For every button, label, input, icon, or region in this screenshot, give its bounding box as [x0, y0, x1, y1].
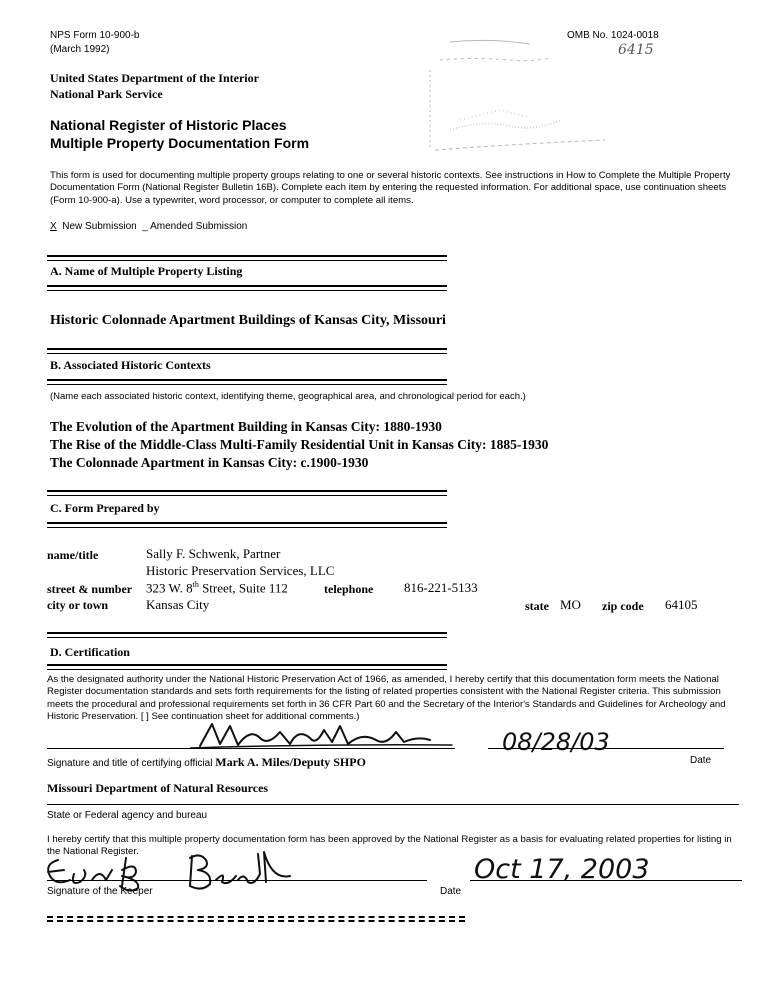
- agency-name: Missouri Department of Natural Resources: [47, 781, 269, 795]
- department-name: United States Department of the Interior: [50, 71, 259, 85]
- signed-date-handwriting: 08/28/03: [502, 728, 610, 756]
- submission-type: [50, 221, 247, 232]
- telephone-label: telephone: [324, 582, 374, 596]
- certification-text: As the designated authority under the National Historic Preservation Act of 1966, as amended, I hereby certify that this documentation form meets the National Register documentation standards and sets forth requirements for the listing of related properties consistent with the National Register criteria. This submission meets the procedural and professional requirements set forth in 36 CFR Part 60 and the Secretary of the Interior's Standards and Guidelines for Archeology and Historic Preservation. [ ] See continuation sheet for additional comments.): [47, 674, 726, 723]
- street-label: street & number: [47, 582, 133, 596]
- amended-submission-mark: _: [142, 221, 148, 232]
- agency-caption: State or Federal agency and bureau: [47, 810, 208, 821]
- signature-caption: [47, 755, 366, 770]
- contexts-instruction: (Name each associated historic context, identifying theme, geographical area, and chronological period for each.): [50, 391, 526, 402]
- organization-value: Historic Preservation Services, LLC: [146, 563, 335, 578]
- date-line: [488, 748, 724, 749]
- date-caption: Date: [690, 755, 712, 766]
- section-a-top-rule: [47, 255, 447, 261]
- service-name: National Park Service: [50, 87, 163, 101]
- section-b-bottom-rule: [47, 379, 447, 385]
- historic-context-item: The Colonnade Apartment in Kansas City: c.1900-1930: [50, 455, 369, 470]
- city-label: city or town: [47, 598, 109, 612]
- section-a-bottom-rule: [47, 285, 447, 291]
- section-a-heading: A. Name of Multiple Property Listing: [50, 264, 243, 278]
- official-signature-image: [190, 718, 460, 752]
- stamp-handwritten-number: 6415: [618, 42, 654, 58]
- keeper-date-line: [470, 880, 742, 881]
- omb-number: OMB No. 1024-0018: [567, 30, 659, 41]
- signature-caption-text: Signature and title of certifying official: [47, 758, 213, 769]
- keeper-date-caption: Date: [440, 886, 462, 897]
- section-c-top-rule: [47, 490, 447, 496]
- form-title-line2: Multiple Property Documentation Form: [50, 135, 310, 151]
- certifying-official-name: Mark A. Miles/Deputy SHPO: [215, 755, 366, 769]
- section-d-top-rule: [47, 632, 447, 638]
- closing-rule-1: [47, 916, 465, 918]
- name-title-label: name/title: [47, 548, 99, 562]
- form-number: NPS Form 10-900-b: [50, 30, 140, 41]
- historic-context-item: The Rise of the Middle-Class Multi-Family Residential Unit in Kansas City: 1885-1930: [50, 437, 549, 452]
- closing-rule-2: [47, 920, 465, 922]
- section-b-top-rule: [47, 348, 447, 354]
- name-title-value: Sally F. Schwenk, Partner: [146, 546, 281, 561]
- state-value: MO: [560, 597, 581, 612]
- instructions-text: This form is used for documenting multiple property groups relating to one or several historic contexts. See instructions in How to Complete the Multiple Property Documentation Form (National Register Bulletin 16B). Complete each item by entering the requested information. For additional space, use continuation sheets (Form 10-900-a). Use a typewriter, word processor, or computer to complete all items.: [50, 170, 731, 206]
- city-value: Kansas City: [146, 597, 210, 612]
- section-c-heading: C. Form Prepared by: [50, 501, 160, 515]
- street-value-number: 323 W. 8: [146, 580, 193, 596]
- historic-context-item: The Evolution of the Apartment Building in Kansas City: 1880-1930: [50, 419, 442, 434]
- zip-value: 64105: [665, 597, 698, 612]
- form-title-line1: National Register of Historic Places: [50, 117, 287, 133]
- multiple-property-name: Historic Colonnade Apartment Buildings of Kansas City, Missouri: [50, 313, 446, 328]
- official-signature-line: [47, 748, 455, 749]
- zip-label: zip code: [602, 599, 644, 613]
- section-d-heading: D. Certification: [50, 645, 130, 659]
- amended-submission-label: Amended Submission: [150, 221, 248, 232]
- telephone-value: 816-221-5133: [404, 580, 478, 595]
- street-value: [146, 580, 288, 596]
- signed-date-image: [498, 722, 698, 756]
- section-b-heading: B. Associated Historic Contexts: [50, 358, 211, 372]
- receipt-stamp-image: [420, 30, 710, 160]
- state-label: state: [525, 599, 549, 613]
- form-date: (March 1992): [50, 44, 110, 55]
- keeper-signature-line: [47, 880, 427, 881]
- street-value-rest: Street, Suite 112: [198, 580, 288, 596]
- agency-line: [47, 804, 739, 805]
- keeper-caption: Signature of the Keeper: [47, 886, 153, 897]
- keeper-date-handwriting: Oct 17, 2003: [474, 854, 650, 885]
- new-submission-mark: X: [50, 221, 57, 232]
- section-c-bottom-rule: [47, 522, 447, 528]
- keeper-certification-text: I hereby certify that this multiple property documentation form has been approved by the National Register as a basis for evaluating related properties for listing in the National Register.: [47, 834, 732, 858]
- street-value-suffix: th: [192, 580, 199, 589]
- section-d-bottom-rule: [47, 664, 447, 670]
- new-submission-label: New Submission: [62, 221, 137, 232]
